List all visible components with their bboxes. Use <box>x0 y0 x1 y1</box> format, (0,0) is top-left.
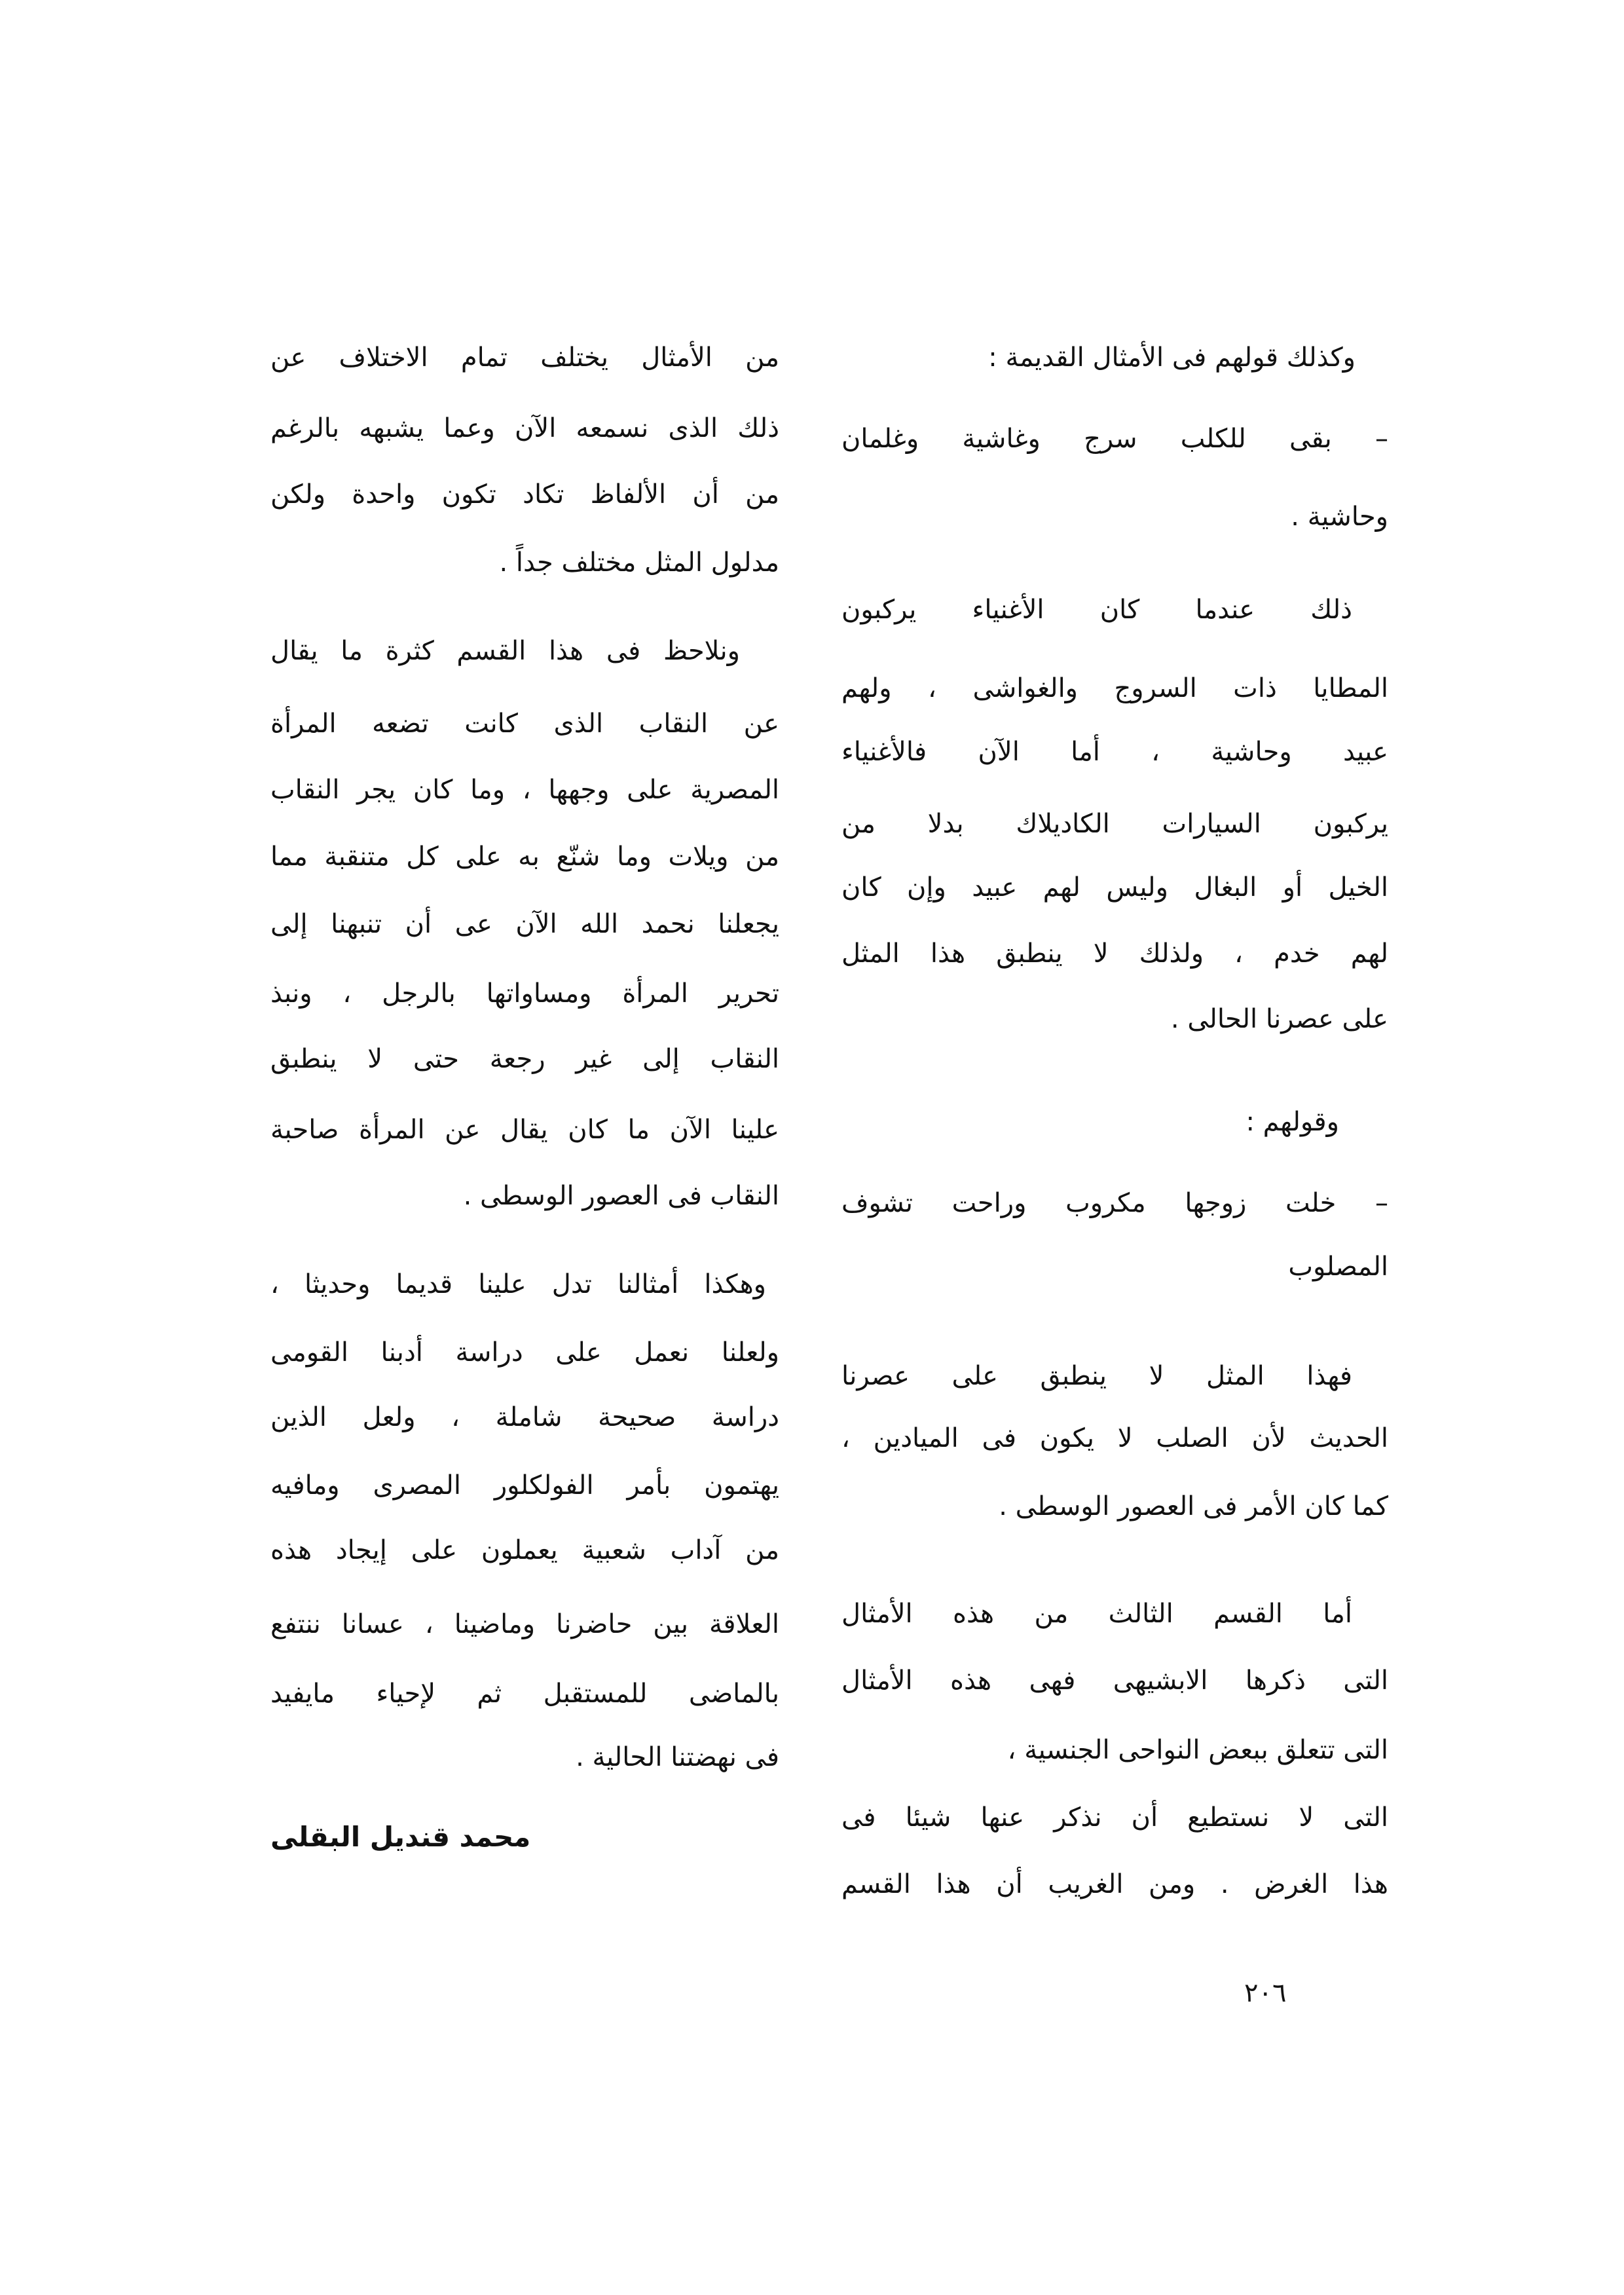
text-line: وحاشية . <box>1291 502 1388 532</box>
text-line: ونلاحظ فى هذا القسم كثرة ما يقال <box>270 636 740 666</box>
text-line: بالماضى للمستقبل ثم لإحياء مايفيد <box>270 1679 779 1709</box>
text-line: من أن الألفاظ تكاد تكون واحدة ولكن <box>270 479 779 510</box>
text-line: هذا الغرض . ومن الغريب أن هذا القسم <box>841 1869 1388 1899</box>
text-line: التى تتعلق ببعض النواحى الجنسية ، <box>1007 1735 1388 1765</box>
text-line: فى نهضتنا الحالية . <box>576 1742 779 1772</box>
text-line: التى لا نستطيع أن نذكر عنها شيئا فى <box>841 1802 1388 1833</box>
text-line: من آداب شعبية يعملون على إيجاد هذه <box>270 1535 779 1565</box>
text-line: كما كان الأمر فى العصور الوسطى . <box>999 1491 1388 1521</box>
text-line: النقاب إلى غير رجعة حتى لا ينطبق <box>270 1044 779 1074</box>
text-line: عبيد وحاشية ، أما الآن فالأغنياء <box>841 737 1388 767</box>
text-line: عن النقاب الذى كانت تضعه المرأة <box>270 709 779 739</box>
text-line: يهتمون بأمر الفولكلور المصرى ومافيه <box>270 1470 779 1501</box>
text-line: المصرية على وجهها ، وما كان يجر النقاب <box>270 775 779 805</box>
text-line: فهذا المثل لا ينطبق على عصرنا <box>841 1361 1352 1391</box>
text-line: وقولهم : <box>1246 1107 1339 1137</box>
text-line: الخيل أو البغال وليس لهم عبيد وإن كان <box>841 872 1388 903</box>
text-line: – خلت زوجها مكروب وراحت تشوف <box>841 1188 1388 1218</box>
page-number: ٢٠٦ <box>1244 1978 1287 2008</box>
text-line: المصلوب <box>1288 1252 1388 1282</box>
text-line: علينا الآن ما كان يقال عن المرأة صاحبة <box>270 1115 779 1145</box>
text-line: العلاقة بين حاضرنا وماضينا ، عسانا ننتفع <box>270 1609 779 1639</box>
text-line: ذلك الذى نسمعه الآن وعما يشبهه بالرغم <box>270 413 779 443</box>
text-line: يركبون السيارات الكاديلاك بدلا من <box>841 809 1388 839</box>
text-line: المطايا ذات السروج والغواشى ، ولهم <box>841 673 1388 703</box>
text-line: على عصرنا الحالى . <box>1170 1004 1388 1034</box>
text-line: وهكذا أمثالنا تدل علينا قديما وحديثا ، <box>270 1269 766 1299</box>
author-signature: محمد قنديل البقلى <box>270 1821 531 1853</box>
text-line: وكذلك قولهم فى الأمثال القديمة : <box>988 343 1356 373</box>
left-text-column <box>270 0 779 2295</box>
text-line: مدلول المثل مختلف جداً . <box>499 548 779 578</box>
text-line: دراسة صحيحة شاملة ، ولعل الذين <box>270 1402 779 1432</box>
text-line: من ويلات وما شنّع به على كل متنقبة مما <box>270 842 779 872</box>
text-line: ولعلنا نعمل على دراسة أدبنا القومى <box>270 1337 779 1368</box>
text-line: تحرير المرأة ومساواتها بالرجل ، ونبذ <box>270 979 779 1009</box>
text-line: التى ذكرها الابشيهى فهى هذه الأمثال <box>841 1666 1388 1696</box>
text-line: النقاب فى العصور الوسطى . <box>463 1181 779 1211</box>
text-line: يجعلنا نحمد الله الآن عى أن تنبهنا إلى <box>270 909 779 939</box>
text-line: الحديث لأن الصلب لا يكون فى الميادين ، <box>841 1423 1388 1453</box>
text-line: أما القسم الثالث من هذه الأمثال <box>841 1599 1352 1629</box>
right-text-column <box>841 0 1388 2295</box>
text-line: لهم خدم ، ولذلك لا ينطبق هذا المثل <box>841 939 1388 969</box>
text-line: ذلك عندما كان الأغنياء يركبون <box>841 595 1352 625</box>
text-line: من الأمثال يختلف تمام الاختلاف عن <box>270 343 779 373</box>
text-line: – بقى للكلب سرج وغاشية وغلمان <box>841 424 1388 454</box>
